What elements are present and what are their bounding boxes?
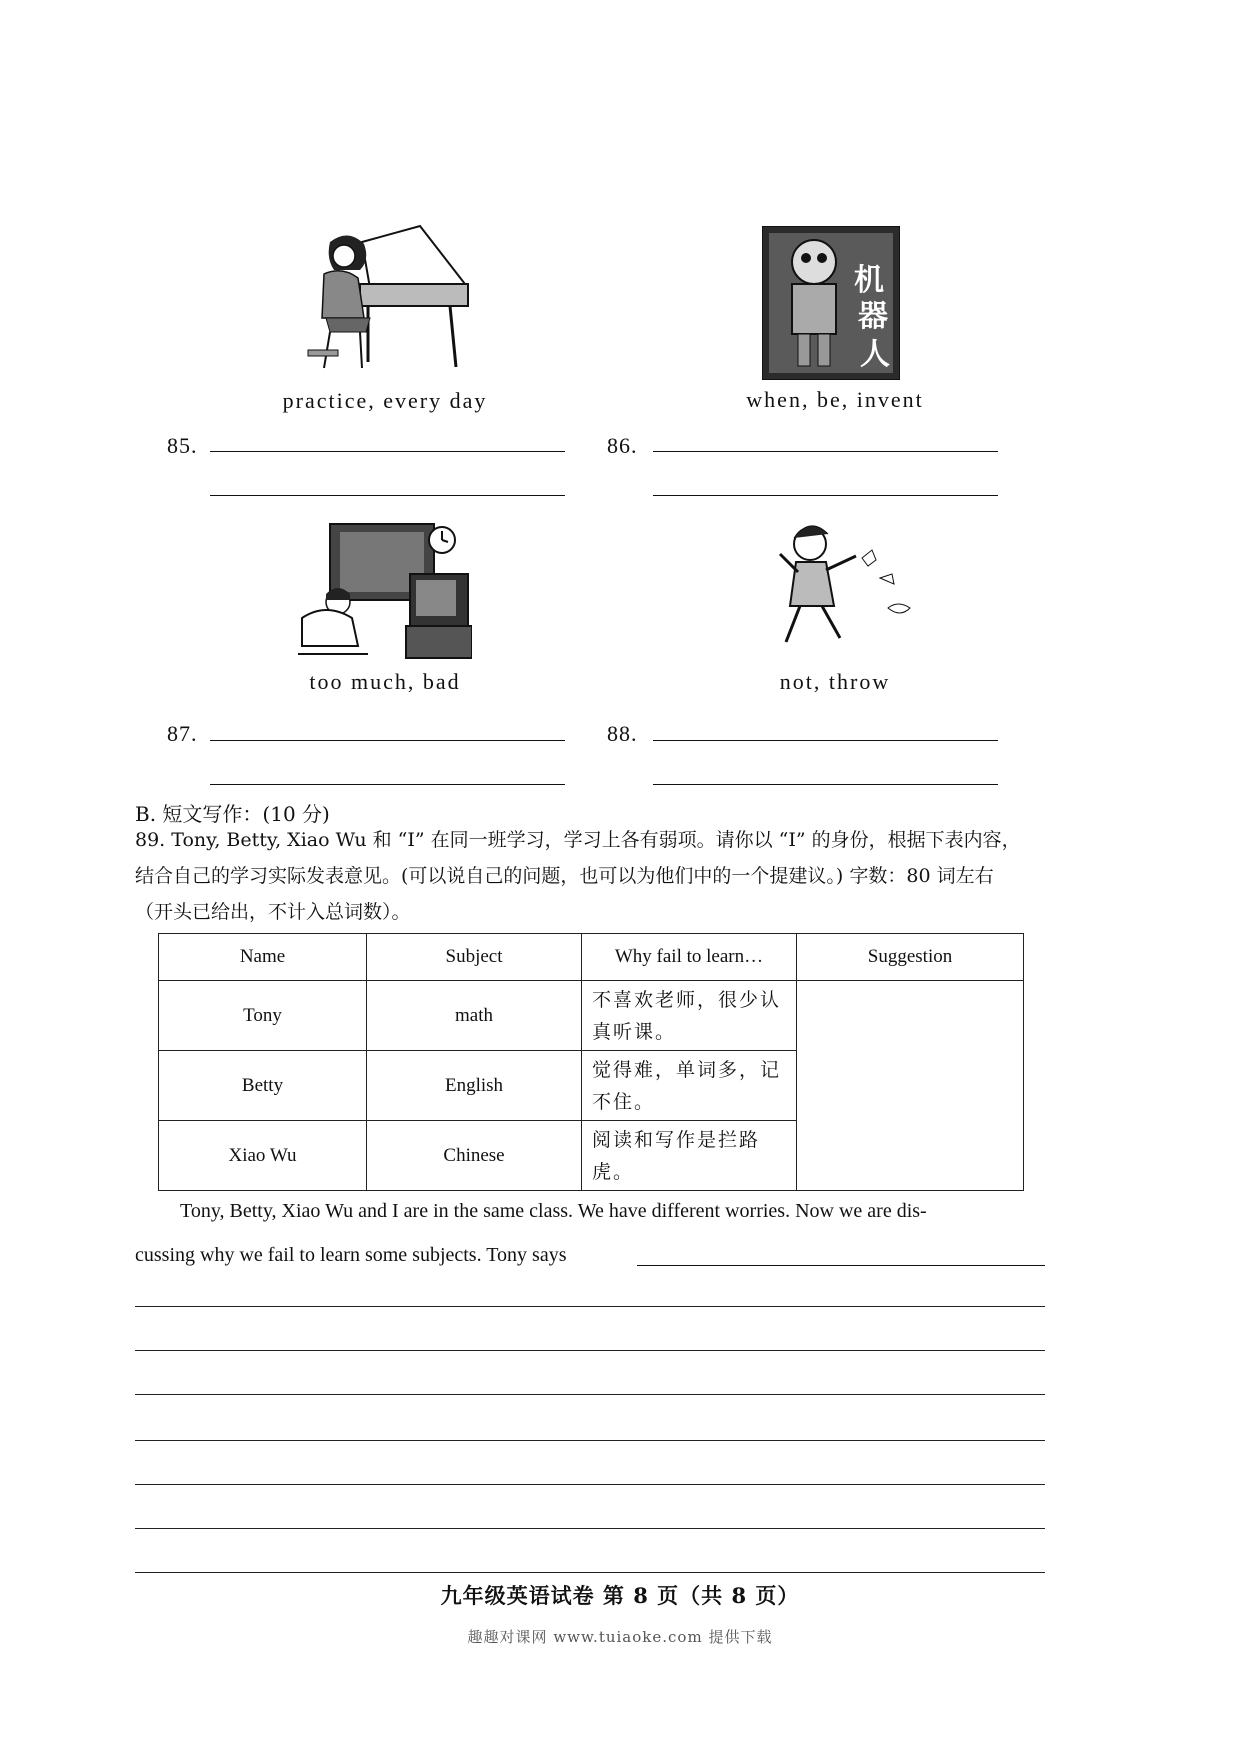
download-watermark: 趣趣对课网 www.tuiaoke.com 提供下载 [467, 1628, 773, 1646]
robot-book-picture [762, 226, 900, 380]
table-header-reason: Why fail to learn… [582, 934, 797, 981]
robot-book-title-3: 人 [860, 337, 890, 372]
question-88-number: 88. [607, 721, 638, 746]
table-header-row [159, 934, 1024, 981]
question-86-number: 86. [607, 433, 638, 458]
essay-opening-line-2: cussing why we fail to learn some subjects. Tony says [135, 1244, 567, 1266]
answer-87-line-2[interactable] [210, 784, 565, 785]
picture-87-caption: too much, bad [309, 669, 461, 694]
robot-book-title-1: 机 [854, 263, 884, 298]
answer-88-line-2[interactable] [653, 784, 998, 785]
page-footer: 九年级英语试卷 第 8 页（共 8 页） [440, 1583, 800, 1608]
table-header-suggestion: Suggestion [797, 934, 1024, 981]
essay-write-line-1[interactable] [135, 1306, 1045, 1307]
table-cell-subject: math [367, 981, 582, 1051]
table-cell-name: Tony [159, 981, 367, 1051]
answer-88-line-1[interactable] [653, 740, 998, 741]
table-cell-subject: English [367, 1051, 582, 1121]
writing-prompt: 89. Tony, Betty, Xiao Wu 和 “I” 在同一班学习，学习上各有弱项。请你以 “I” 的身份，根据下表内容，结合自己的学习实际发表意见。(可以说自己的问题，也可以为他们中的一个提建议。) 字数：80 词左右（开头已给出，不计入总词数）。 [135, 829, 1021, 923]
picture-86-caption: when, be, invent [746, 387, 924, 412]
robot-book-title-2: 器 [858, 299, 888, 334]
table-cell-reason: 觉得难，单词多，记不住。 [582, 1051, 797, 1121]
essay-opening-line-1: Tony, Betty, Xiao Wu and I are in the same class. We have different worries. Now we are dis- [180, 1200, 927, 1222]
table-header-subject: Subject [367, 934, 582, 981]
girl-playing-piano-picture [300, 222, 470, 377]
table-row [159, 981, 1024, 1051]
essay-write-line-0[interactable] [637, 1265, 1045, 1266]
answer-85-line-1[interactable] [210, 451, 565, 452]
question-85-number: 85. [167, 433, 198, 458]
answer-86-line-1[interactable] [653, 451, 998, 452]
student-info-table [158, 933, 1024, 1191]
table-cell-name: Xiao Wu [159, 1121, 367, 1191]
boy-littering-picture [770, 518, 920, 652]
table-header-name: Name [159, 934, 367, 981]
girl-watching-tv-picture [296, 522, 472, 662]
essay-write-line-7[interactable] [135, 1572, 1045, 1573]
essay-write-line-2[interactable] [135, 1350, 1045, 1351]
essay-write-line-6[interactable] [135, 1528, 1045, 1529]
picture-88-caption: not, throw [779, 669, 891, 694]
table-cell-suggestion[interactable] [797, 981, 1024, 1191]
picture-85-caption: practice, every day [282, 388, 488, 413]
table-cell-reason: 阅读和写作是拦路虎。 [582, 1121, 797, 1191]
essay-write-line-4[interactable] [135, 1440, 1045, 1441]
essay-write-line-3[interactable] [135, 1394, 1045, 1395]
table-cell-subject: Chinese [367, 1121, 582, 1191]
answer-87-line-1[interactable] [210, 740, 565, 741]
answer-85-line-2[interactable] [210, 495, 565, 496]
question-87-number: 87. [167, 721, 198, 746]
answer-86-line-2[interactable] [653, 495, 998, 496]
table-cell-name: Betty [159, 1051, 367, 1121]
essay-write-line-5[interactable] [135, 1484, 1045, 1485]
section-b-title: B. 短文写作：(10 分) [135, 802, 330, 826]
table-cell-reason: 不喜欢老师，很少认真听课。 [582, 981, 797, 1051]
